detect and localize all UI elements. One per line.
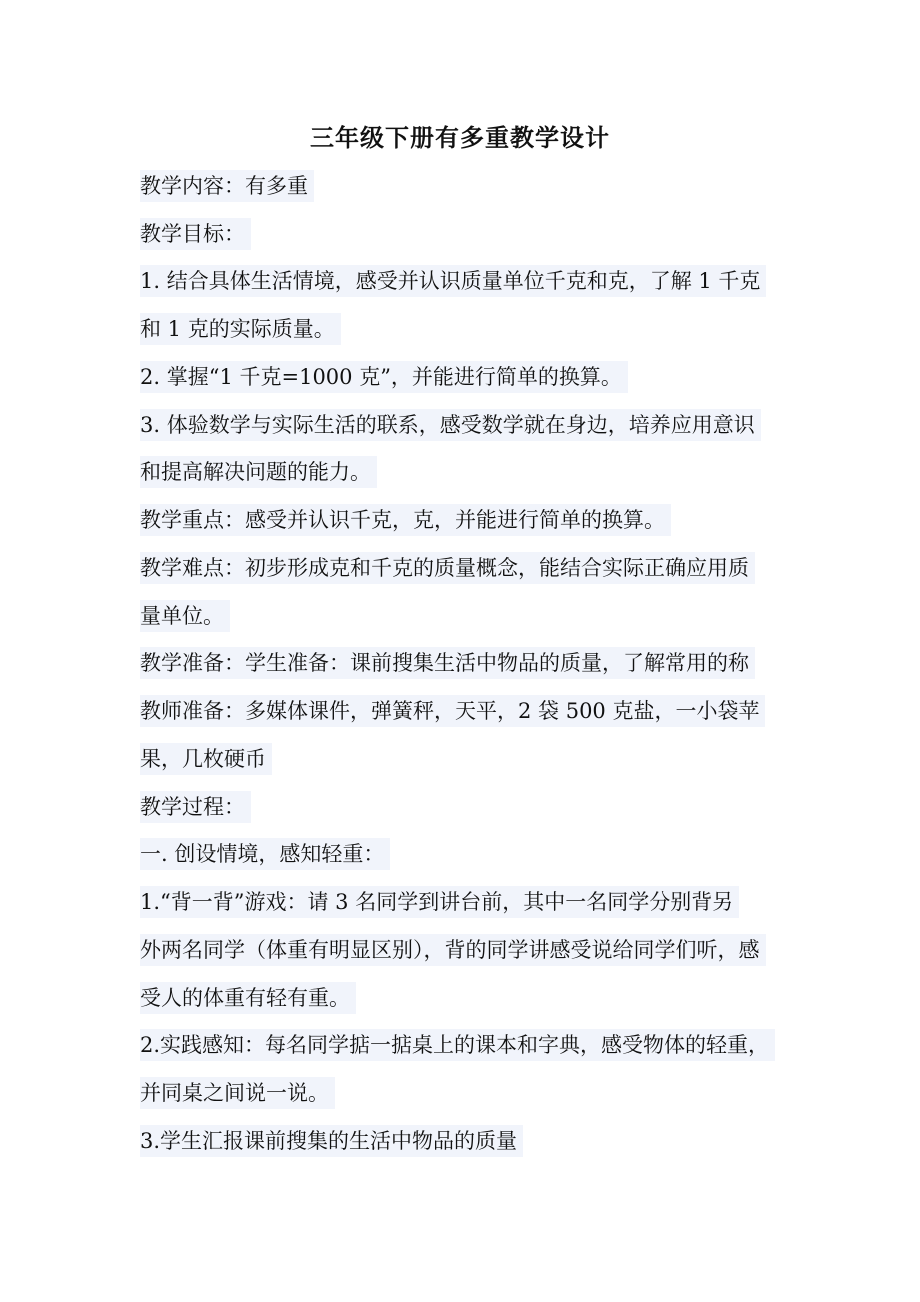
text-line: 教学准备：学生准备：课前搜集生活中物品的质量，了解常用的称 bbox=[140, 647, 755, 679]
text-line: 教学难点：初步形成克和千克的质量概念，能结合实际正确应用质 bbox=[140, 552, 755, 584]
document-title: 三年级下册有多重教学设计 bbox=[310, 124, 610, 152]
text-line: 教学内容：有多重 bbox=[140, 170, 314, 202]
text-line: 和提高解决问题的能力。 bbox=[140, 456, 377, 488]
text-line: 1. 结合具体生活情境，感受并认识质量单位千克和克，了解 1 千克 bbox=[140, 265, 766, 297]
text-line: 1.“背一背”游戏：请 3 名同学到讲台前，其中一名同学分别背另 bbox=[140, 886, 739, 918]
text-line: 教学目标： bbox=[140, 218, 251, 250]
text-line: 受人的体重有轻有重。 bbox=[140, 982, 356, 1014]
text-line: 教学重点：感受并认识千克，克，并能进行简单的换算。 bbox=[140, 504, 671, 536]
text-line: 一. 创设情境，感知轻重： bbox=[140, 838, 390, 870]
text-line: 3. 体验数学与实际生活的联系，感受数学就在身边，培养应用意识 bbox=[140, 409, 761, 441]
text-line: 3.学生汇报课前搜集的生活中物品的质量 bbox=[140, 1125, 523, 1157]
text-line: 2. 掌握“1 千克=1000 克”，并能进行简单的换算。 bbox=[140, 361, 628, 393]
text-line: 和 1 克的实际质量。 bbox=[140, 313, 341, 345]
text-line: 并同桌之间说一说。 bbox=[140, 1077, 335, 1109]
text-line: 果，几枚硬币 bbox=[140, 743, 272, 775]
text-line: 教学过程： bbox=[140, 791, 251, 823]
text-line: 外两名同学（体重有明显区别），背的同学讲感受说给同学们听，感 bbox=[140, 934, 766, 966]
text-line: 量单位。 bbox=[140, 600, 230, 632]
text-line: 教师准备：多媒体课件，弹簧秤，天平，2 袋 500 克盐，一小袋苹 bbox=[140, 695, 765, 727]
text-line: 2.实践感知：每名同学掂一掂桌上的课本和字典，感受物体的轻重， bbox=[140, 1029, 775, 1061]
